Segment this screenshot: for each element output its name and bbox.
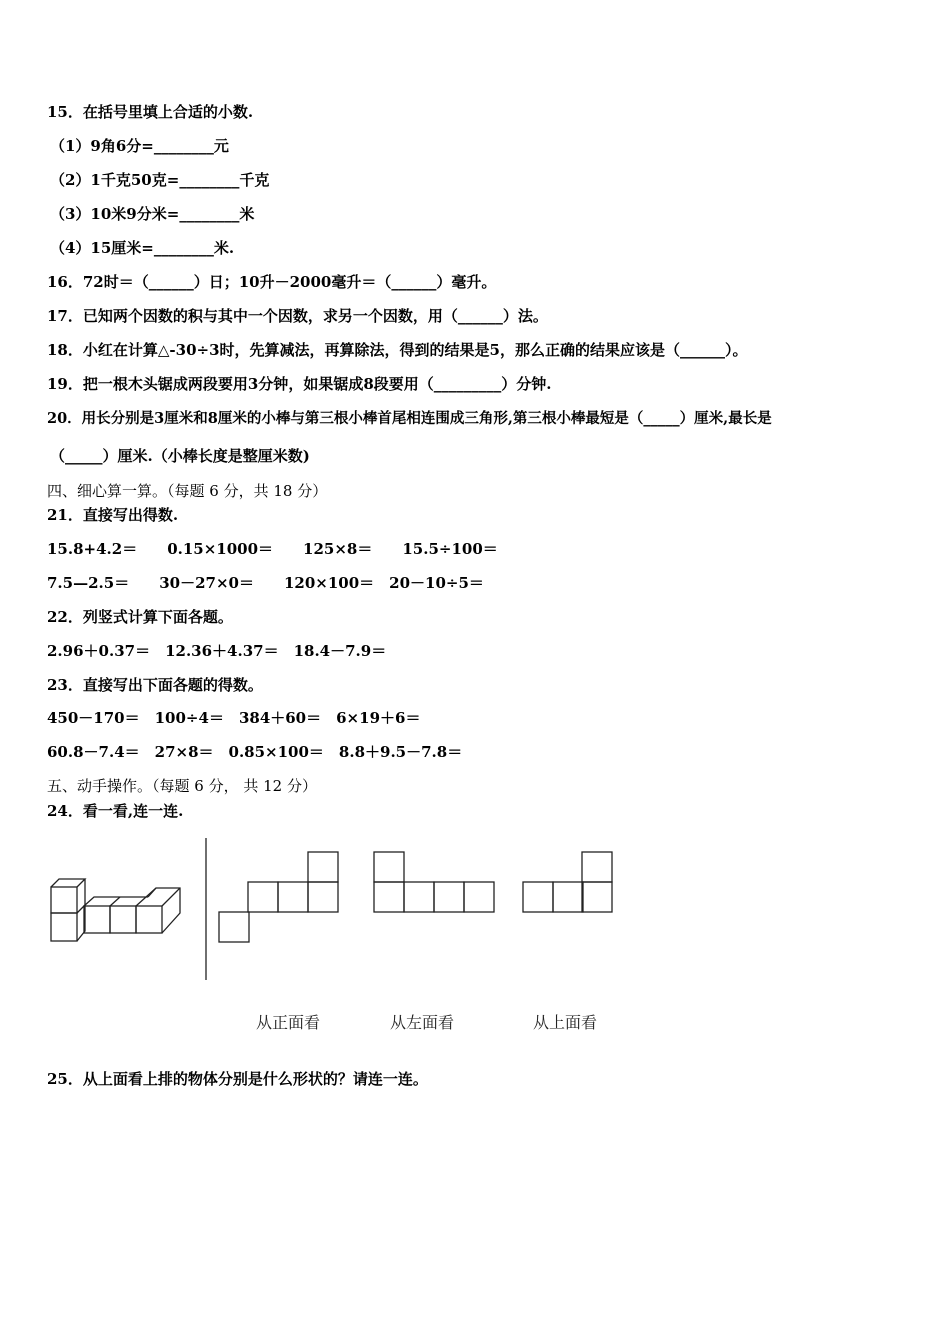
q16: 16．72时＝（______）日；10升－2000毫升＝（______）毫升。: [47, 273, 497, 291]
q15-part1: （1）9角6分=________元: [50, 137, 229, 155]
q17: 17．已知两个因数的积与其中一个因数，求另一个因数，用（______）法。: [47, 307, 548, 325]
q23-title: 23．直接写出下面各题的得数。: [47, 676, 263, 694]
q22-title: 22．列竖式计算下面各题。: [47, 608, 233, 626]
section-5-heading: 五、动手操作。（每题 6 分， 共 12 分）: [47, 777, 317, 795]
q23-row1: 450－170＝ 100÷4＝ 384＋60＝ 6×19＋6＝: [47, 709, 421, 727]
section-4-heading: 四、细心算一算。（每题 6 分，共 18 分）: [47, 482, 328, 500]
q15-part4: （4）15厘米=________米.: [50, 239, 235, 257]
q20-line2: （_____）厘米.（小棒长度是整厘米数): [50, 447, 310, 465]
label-top-view: 从上面看: [533, 1013, 598, 1032]
q24-title: 24．看一看,连一连.: [47, 802, 184, 820]
q20-line1: 20．用长分别是3厘米和8厘米的小棒与第三根小棒首尾相连围成三角形,第三根小棒最短是（_____）厘米,最长是: [47, 410, 772, 427]
q21-title: 21．直接写出得数.: [47, 506, 179, 524]
label-left-view: 从左面看: [390, 1013, 455, 1032]
q19: 19．把一根木头锯成两段要用3分钟，如果锯成8段要用（_________）分钟.: [47, 375, 552, 393]
q18: 18．小红在计算△-30÷3时，先算减法，再算除法，得到的结果是5，那么正确的结果应该是（______）。: [47, 341, 748, 359]
q22-row: 2.96＋0.37＝ 12.36＋4.37＝ 18.4－7.9＝: [47, 642, 387, 660]
q15-part3: （3）10米9分米=________米: [50, 205, 255, 223]
q15-part2: （2）1千克50克=________千克: [50, 171, 270, 189]
q15-title: 15．在括号里填上合适的小数.: [47, 103, 254, 121]
q25-title: 25．从上面看上排的物体分别是什么形状的？请连一连。: [47, 1070, 428, 1088]
q21-row2: 7.5—2.5＝ 30－27×0＝ 120×100＝ 20－10÷5＝: [47, 574, 484, 592]
view-1-grid: [219, 852, 338, 942]
q23-row2: 60.8－7.4＝ 27×8＝ 0.85×100＝ 8.8＋9.5－7.8＝: [47, 743, 463, 761]
view-2-grid: [374, 852, 494, 912]
view-3-grid: [523, 852, 612, 912]
isometric-cube-object: [51, 879, 180, 941]
label-front-view: 从正面看: [256, 1013, 321, 1032]
q21-row1: 15.8+4.2＝ 0.15×1000＝ 125×8＝ 15.5÷100＝: [47, 540, 498, 558]
